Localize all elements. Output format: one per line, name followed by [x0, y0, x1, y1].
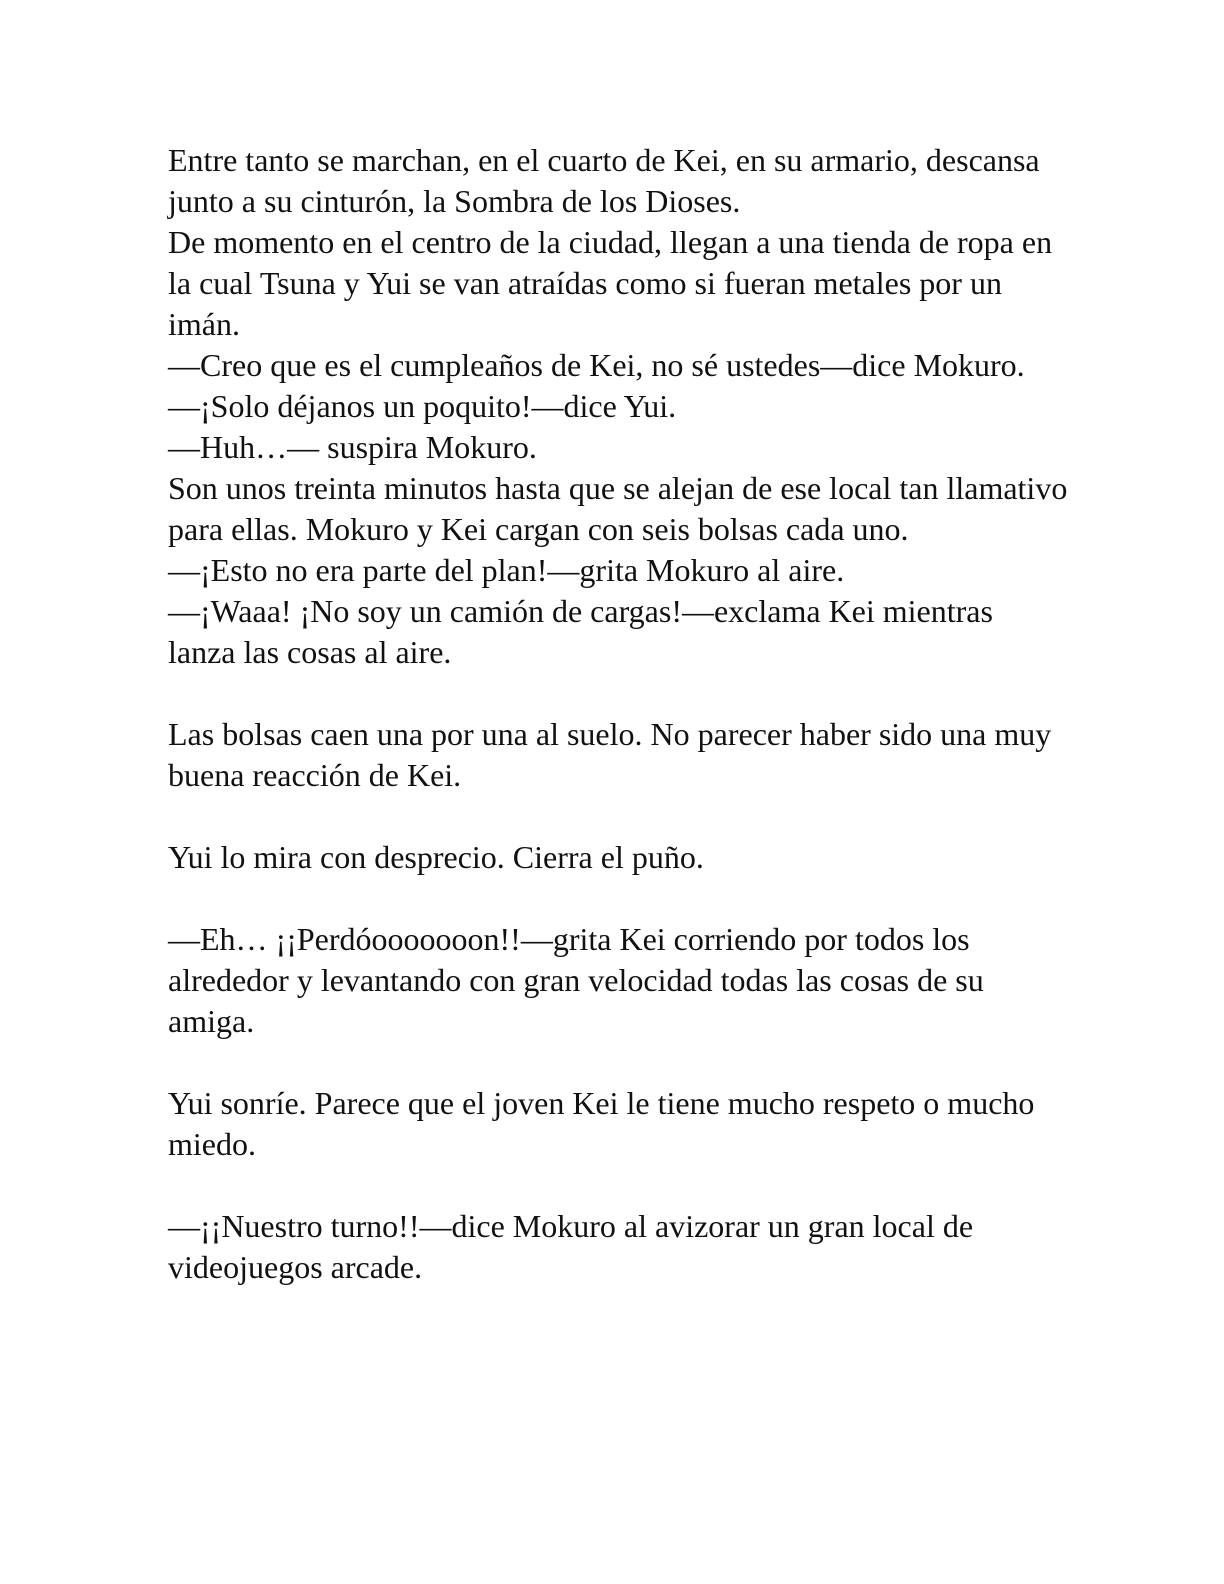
paragraph-gap [168, 796, 1068, 837]
paragraph-yui-smiles: Yui sonríe. Parece que el joven Kei le tiene mucho respeto o mucho miedo. [168, 1085, 1035, 1162]
dialogue-not-a-truck: —¡Waaa! ¡No soy un camión de cargas!—exclama Kei mientras lanza las cosas al aire. [168, 593, 993, 670]
paragraph-gap [168, 1165, 1068, 1206]
paragraph-gap [168, 1042, 1068, 1083]
paragraph-bags-fall: Las bolsas caen una por una al suelo. No parecer haber sido una muy buena reacción de Kei. [168, 716, 1052, 793]
dialogue-birthday: —Creo que es el cumpleaños de Kei, no sé ustedes—dice Mokuro. [168, 347, 1025, 383]
paragraph-gap [168, 673, 1068, 714]
dialogue-not-the-plan: —¡Esto no era parte del plan!—grita Mokuro al aire. [168, 552, 845, 588]
paragraph-yui-glare: Yui lo mira con desprecio. Cierra el puño. [168, 839, 704, 875]
dialogue-yui-request: —¡Solo déjanos un poquito!—dice Yui. [168, 388, 677, 424]
paragraph-clothing-store: De momento en el centro de la ciudad, llegan a una tienda de ropa en la cual Tsuna y Yui se van atraídas como si fueran metales por un imán. [168, 224, 1053, 342]
dialogue-sigh: —Huh…— suspira Mokuro. [168, 429, 537, 465]
dialogue-our-turn: —¡¡Nuestro turno!!—dice Mokuro al avizorar un gran local de videojuegos arcade. [168, 1208, 974, 1285]
dialogue-apology: —Eh… ¡¡Perdóooooooon!!—grita Kei corriendo por todos los alrededor y levantando con gran velocidad todas las cosas de su amiga. [168, 921, 984, 1039]
document-page [168, 140, 1068, 1288]
paragraph-gap [168, 878, 1068, 919]
paragraph-closet: Entre tanto se marchan, en el cuarto de Kei, en su armario, descansa junto a su cinturón, la Sombra de los Dioses. [168, 142, 1040, 219]
paragraph-thirty-minutes: Son unos treinta minutos hasta que se alejan de ese local tan llamativo para ellas. Mokuro y Kei cargan con seis bolsas cada uno. [168, 470, 1068, 547]
